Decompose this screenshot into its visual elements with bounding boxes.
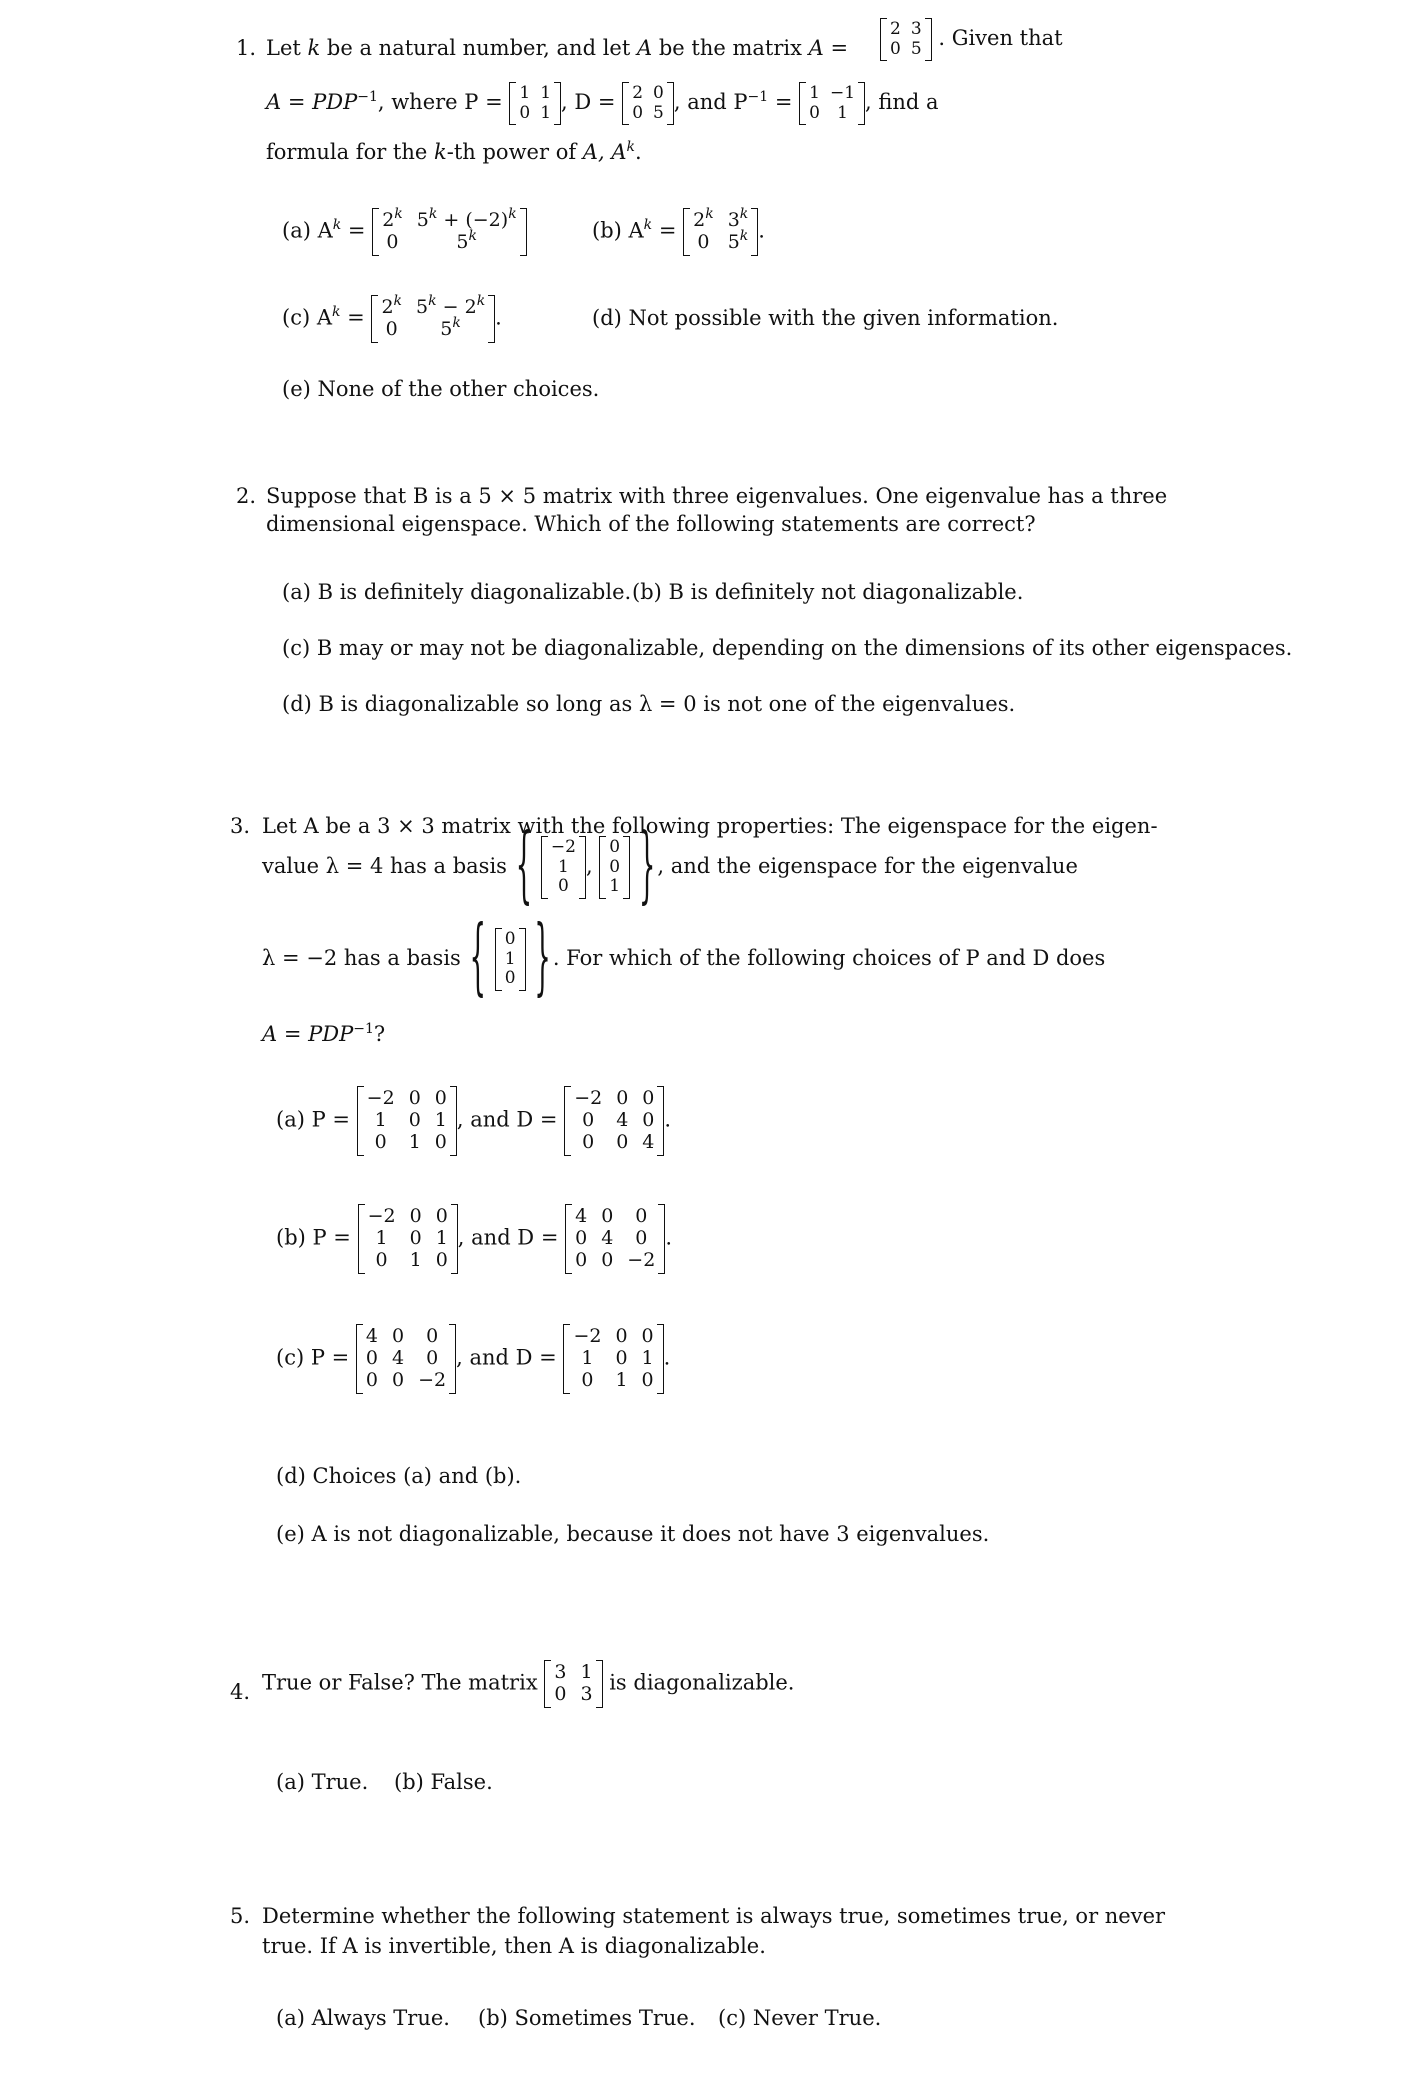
q2-choice-d[interactable]: (d) B is diagonalizable so long as λ = 0 is not one of the eigenvalues. [282,692,1016,716]
q5-choice-a[interactable]: (a) Always True. [276,2006,450,2030]
basis-vector-1: −2 1 0 [541,838,586,897]
q1-line1: Let k be a natural number, and let A be the matrix A = [266,36,849,60]
q4-matrix: 3 1 0 3 [544,1662,602,1706]
q2-choice-c[interactable]: (c) B may or may not be diagonalizable, depending on the dimensions of its other eigenspaces. [282,636,1293,660]
question-number: 4. [230,1680,251,1704]
question-number: 1. [236,36,257,60]
q3-line3: λ = −2 has a basis { 0 1 0 }. For which of the following choices of P and D does [262,911,1106,1008]
q2-choice-a[interactable]: (a) B is definitely diagonalizable. [282,580,632,604]
matrix-P-inverse: 1 −1 0 1 [799,84,865,123]
choice-a-D-matrix: −2 0 0 0 4 0 0 0 4 [564,1088,664,1154]
q5-choice-c[interactable]: (c) Never True. [718,2006,882,2030]
choice-c-D-matrix: −2 0 0 1 0 1 0 1 0 [563,1326,663,1392]
choice-a-matrix: 2$^k$ $5^k + (-2)^k$ 0 5$^k$ [372,210,526,254]
matrix-D: 2 0 0 5 [622,84,674,123]
q2-choice-b[interactable]: (b) B is definitely not diagonalizable. [632,580,1024,604]
choice-b-P-matrix: −2 0 0 1 0 1 0 1 0 [358,1206,458,1272]
q3-line1: Let A be a 3 × 3 matrix with the following properties: The eigenspace for the eigen- [262,814,1158,838]
q3-choice-e[interactable]: (e) A is not diagonalizable, because it does not have 3 eigenvalues. [276,1522,990,1546]
choice-b-D-matrix: 4 0 0 0 4 0 0 0 −2 [565,1206,665,1272]
q1-choice-c[interactable]: (c) $A^k$ = 2$^k$ $5^k - 2^k$ 0 5$^k$ . [282,293,502,340]
basis-vector-3: 0 1 0 [495,930,526,989]
choice-b-matrix: 2$^k$ 3$^k$ 0 5$^k$ [683,210,758,254]
q3-choice-b[interactable]: (b) P = −2 0 0 1 0 1 0 1 0 , and D = 4 0 0 0 4 0 0 0 −2 . [276,1205,672,1271]
matrix-P: 1 1 0 1 [509,84,561,123]
q5-line1: Determine whether the following statement is always true, sometimes true, or never [262,1904,1166,1928]
q5-line2: true. If A is invertible, then A is diagonalizable. [262,1934,766,1958]
q1-line3: formula for the k-th power of A, $A^k$. [266,139,642,164]
q1-matrix-A: 2 3 0 5 . Given that [880,20,1063,59]
choice-c-P-matrix: 4 0 0 0 4 0 0 0 −2 [356,1326,456,1392]
question-number: 3. [230,814,251,838]
matrix-A: 2 3 0 5 [880,20,932,59]
q4-choice-b[interactable]: (b) False. [394,1770,493,1794]
q1-line2: $A = PDP^{-1}$, where P = 1 1 0 1 , D = 2 0 0 5 , and $P^{-1}$ = 1 −1 0 1 , find a [266,83,939,123]
q1-choice-a[interactable]: (a) $A^k$ = 2$^k$ $5^k + (-2)^k$ 0 5$^k$ [282,210,527,254]
basis-vector-2: 0 0 1 [599,838,630,897]
q5-choice-b[interactable]: (b) Sometimes True. [478,2006,696,2030]
q1-choice-e[interactable]: (e) None of the other choices. [282,377,600,401]
q3-choice-c[interactable]: (c) P = 4 0 0 0 4 0 0 0 −2 , and D = −2 0 0 1 0 1 0 1 0 . [276,1325,671,1391]
question-number: 5. [230,1904,251,1928]
q1-choice-b[interactable]: (b) $A^k$ = 2$^k$ 3$^k$ 0 5$^k$ . [592,206,765,253]
q3-choice-a[interactable]: (a) P = −2 0 0 1 0 1 0 1 0 , and D = −2 0 0 0 4 0 0 0 4 . [276,1087,672,1153]
q4-choice-a[interactable]: (a) True. [276,1770,369,1794]
q2-line2: dimensional eigenspace. Which of the following statements are correct? [266,512,1036,536]
q3-choice-d[interactable]: (d) Choices (a) and (b). [276,1464,522,1488]
question-number: 2. [236,484,257,508]
choice-a-P-matrix: −2 0 0 1 0 1 0 1 0 [357,1088,457,1154]
q3-line2: value λ = 4 has a basis { −2 1 0 , 0 0 1 }, and the eigenspace for the eigenvalue [262,819,1078,916]
q3-line4: $A = PDP^{-1}$? [262,1021,386,1046]
choice-c-matrix: 2$^k$ $5^k - 2^k$ 0 5$^k$ [371,297,495,341]
q2-line1: Suppose that B is a 5 × 5 matrix with three eigenvalues. One eigenvalue has a three [266,484,1168,508]
q4-line: True or False? The matrix 3 1 0 3 is diagonalizable. [262,1661,795,1705]
q1-choice-d[interactable]: (d) Not possible with the given information. [592,306,1059,330]
